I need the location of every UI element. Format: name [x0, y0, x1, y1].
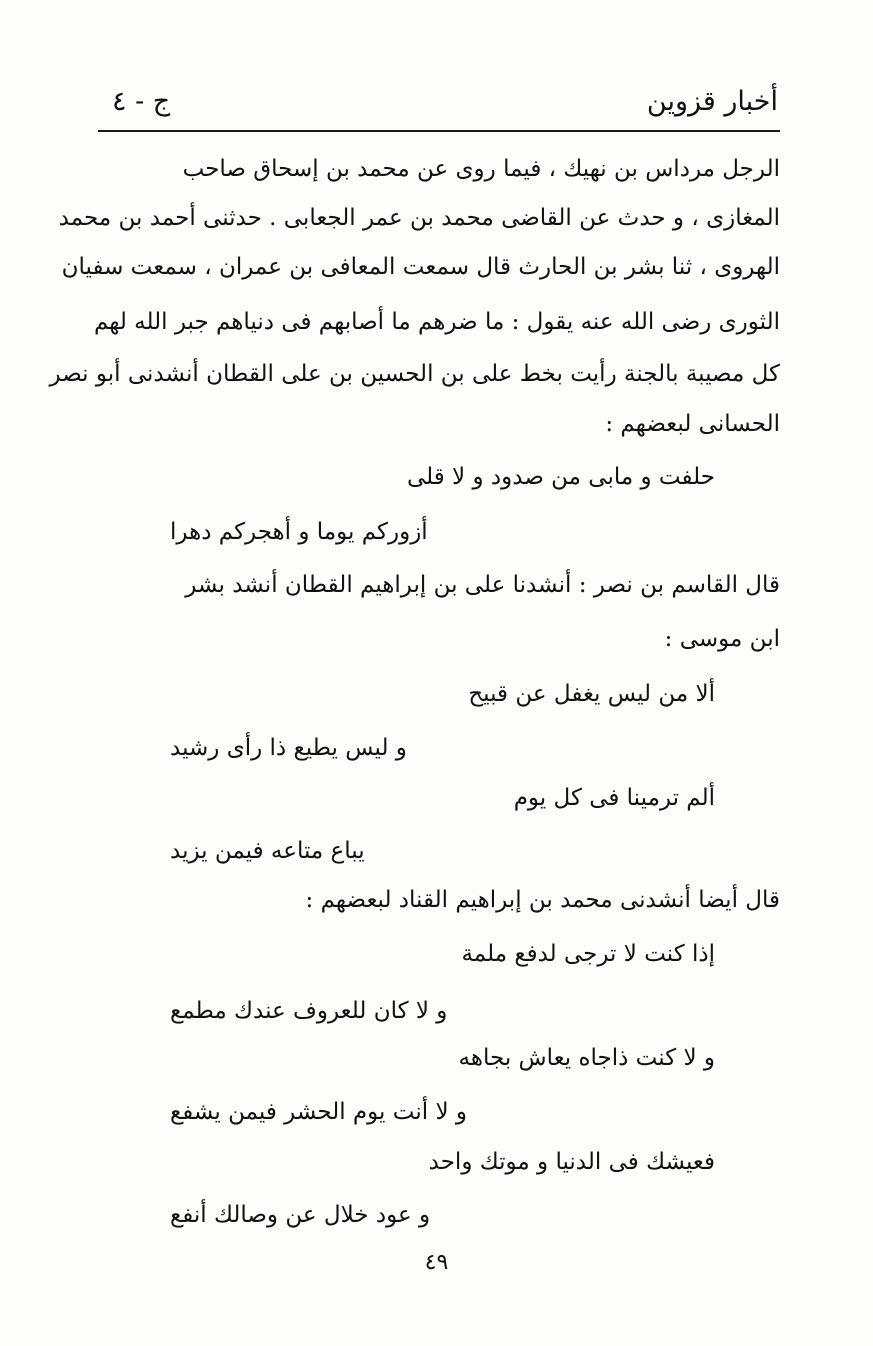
- verse-line: فعيشك فى الدنيا و موتك واحد: [428, 1149, 715, 1175]
- verse-line: و لا أنت يوم الحشر فيمن يشفع: [170, 1099, 467, 1125]
- verse-line: و عود خلال عن وصالك أنفع: [170, 1202, 431, 1228]
- verse-line: إذا كنت لا ترجى لدفع ملمة: [461, 941, 715, 967]
- text-line: قال أيضا أنشدنى محمد بن إبراهيم القناد لبعضهم :: [305, 887, 780, 913]
- volume-label: ج - ٤: [112, 86, 171, 117]
- verse-line: ألم ترمينا فى كل يوم: [513, 785, 715, 811]
- running-header: [98, 84, 778, 128]
- book-title: أخبار قزوين: [646, 86, 778, 117]
- page-number: ٤٩: [424, 1250, 449, 1275]
- text-line: قال القاسم بن نصر : أنشدنا على بن إبراهيم القطان أنشد بشر: [185, 572, 780, 598]
- text-line: الحسانى لبعضهم :: [605, 411, 780, 437]
- header-rule: [98, 130, 780, 132]
- text-line: الرجل مرداس بن نهيك ، فيما روى عن محمد بن إسحاق صاحب: [182, 156, 780, 182]
- text-line: المغازى ، و حدث عن القاضى محمد بن عمر الجعابى . حدثنى أحمد بن محمد: [58, 205, 780, 231]
- verse-line: و ليس يطيع ذا رأى رشيد: [170, 735, 407, 761]
- verse-line: و لا كان للعروف عندك مطمع: [170, 998, 448, 1024]
- verse-line: ألا من ليس يغفل عن قبيح: [468, 681, 715, 707]
- text-line: الثورى رضى الله عنه يقول : ما ضرهم ما أصابهم فى دنياهم جبر الله لهم: [93, 309, 780, 335]
- text-line: كل مصيبة بالجنة رأيت بخط على بن الحسين بن على القطان أنشدنى أبو نصر: [49, 361, 780, 387]
- text-line: ابن موسى :: [664, 626, 780, 652]
- verse-line: يباع متاعه فيمن يزيد: [170, 838, 365, 864]
- text-line: الهروى ، ثنا بشر بن الحارث قال سمعت المعافى بن عمران ، سمعت سفيان: [61, 254, 780, 280]
- verse-line: و لا كنت ذاجاه يعاش بجاهه: [458, 1045, 715, 1071]
- verse-line: أزوركم يوما و أهجركم دهرا: [170, 519, 428, 545]
- verse-line: حلفت و مابى من صدود و لا قلى: [406, 464, 715, 490]
